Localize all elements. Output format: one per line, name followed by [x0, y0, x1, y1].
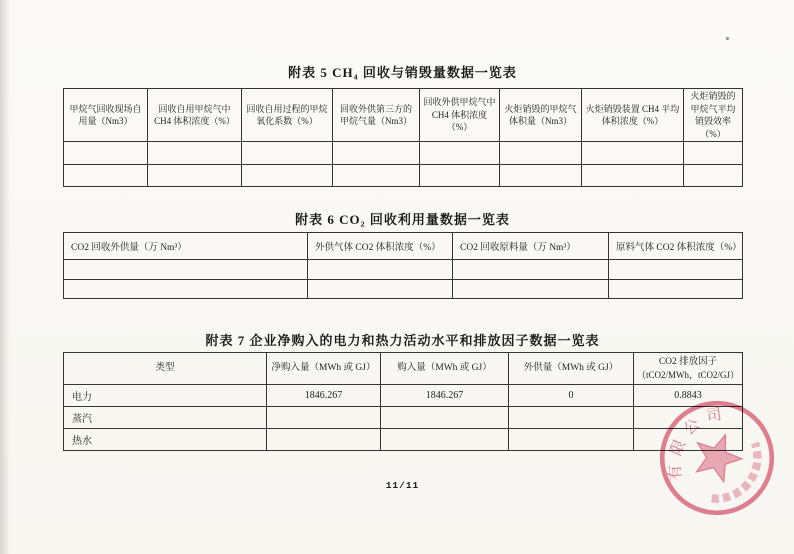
empty-cell [64, 142, 148, 165]
type-cell: 热水 [64, 429, 267, 451]
empty-cell [582, 142, 684, 165]
table-header-row [64, 353, 743, 385]
table-row [64, 260, 743, 280]
ch4-recovery-destruction-table [63, 88, 743, 187]
table-row-electricity [64, 385, 743, 407]
table-header-row [64, 233, 743, 260]
scan-edge-shadow [0, 0, 10, 554]
page-number: 11/11 [385, 480, 420, 491]
empty-cell [64, 260, 308, 280]
seal-text: 有限公司 [666, 404, 731, 481]
table-row [64, 165, 743, 187]
empty-cell [509, 407, 634, 429]
col-header: 购入量（MWh 或 GJ） [381, 353, 509, 385]
empty-cell [609, 260, 743, 280]
table-row [64, 142, 743, 165]
empty-cell [308, 260, 453, 280]
col-header: 净购入量（MWh 或 GJ） [267, 353, 381, 385]
table-row-steam [64, 407, 743, 429]
col-header: 原料气体 CO2 体积浓度（%） [609, 233, 743, 260]
empty-cell [582, 165, 684, 187]
col-header: 甲烷气回收现场自用量（Nm3） [64, 89, 148, 142]
empty-cell [509, 429, 634, 451]
col-header: 火炬销毁装置 CH4 平均体积浓度（%） [582, 89, 684, 142]
table-row-hot-water [64, 429, 743, 451]
empty-cell [500, 165, 582, 187]
empty-cell [333, 142, 420, 165]
empty-cell [64, 165, 148, 187]
type-cell: 电力 [64, 385, 267, 407]
empty-cell [453, 260, 609, 280]
col-header: 火炬销毁的甲烷气体积量（Nm3） [500, 89, 582, 142]
col-header: CO2 回收原料量（万 Nm³） [453, 233, 609, 260]
empty-cell [500, 142, 582, 165]
empty-cell [609, 280, 743, 299]
table-header-row [64, 89, 743, 142]
co2-recovery-utilization-table [63, 232, 743, 299]
empty-cell [242, 165, 333, 187]
col-header: 外供气体 CO2 体积浓度（%） [308, 233, 453, 260]
col-header [634, 353, 743, 385]
empty-cell [148, 165, 242, 187]
empty-cell [684, 165, 743, 187]
col-header: 回收外供第三方的甲烷气量（Nm3） [333, 89, 420, 142]
col-header: CO2 回收外供量（万 Nm³） [64, 233, 308, 260]
table-row [64, 280, 743, 299]
empty-cell [381, 429, 509, 451]
table6-title: 附表 6 CO₂ 回收利用量数据一览表 [295, 212, 510, 227]
type-cell: 蒸汽 [64, 407, 267, 429]
empty-cell [242, 142, 333, 165]
table5-title: 附表 5 CH₄ 回收与销毁量数据一览表 [288, 65, 517, 80]
company-seal-stamp [655, 396, 779, 520]
purchased-cell: 1846.267 [381, 385, 509, 407]
empty-cell [453, 280, 609, 299]
net-purchased-cell: 1846.267 [267, 385, 381, 407]
col-header: 回收自用过程的甲烷氧化系数（%） [242, 89, 333, 142]
empty-cell [420, 165, 500, 187]
col-header: 回收自用甲烷气中CH4 体积浓度（%） [148, 89, 242, 142]
seal-graphic [655, 396, 779, 520]
empty-cell [267, 407, 381, 429]
col-header: 火炬销毁的甲烷气平均销毁效率（%） [684, 89, 743, 142]
col-header: 类型 [64, 353, 267, 385]
empty-cell [381, 407, 509, 429]
table7-title: 附表 7 企业净购入的电力和热力活动水平和排放因子数据一览表 [205, 333, 600, 348]
empty-cell [308, 280, 453, 299]
supplied-out-cell: 0 [509, 385, 634, 407]
empty-cell [148, 142, 242, 165]
col-header: 回收外供甲烷气中 CH4 体积浓度（%） [420, 89, 500, 142]
scan-speck [726, 37, 729, 40]
empty-cell [333, 165, 420, 187]
col-header: 外供量（MWh 或 GJ） [509, 353, 634, 385]
emission-factor-cell: 0.8843 [634, 385, 743, 407]
empty-cell [420, 142, 500, 165]
empty-cell [64, 280, 308, 299]
empty-cell [684, 142, 743, 165]
col-header-line2: （tCO2/MWh，tCO2/GJ） [637, 369, 740, 380]
col-header-line1: CO2 排放因子 [658, 356, 718, 367]
empty-cell [267, 429, 381, 451]
electricity-heat-emission-factor-table [63, 352, 743, 451]
